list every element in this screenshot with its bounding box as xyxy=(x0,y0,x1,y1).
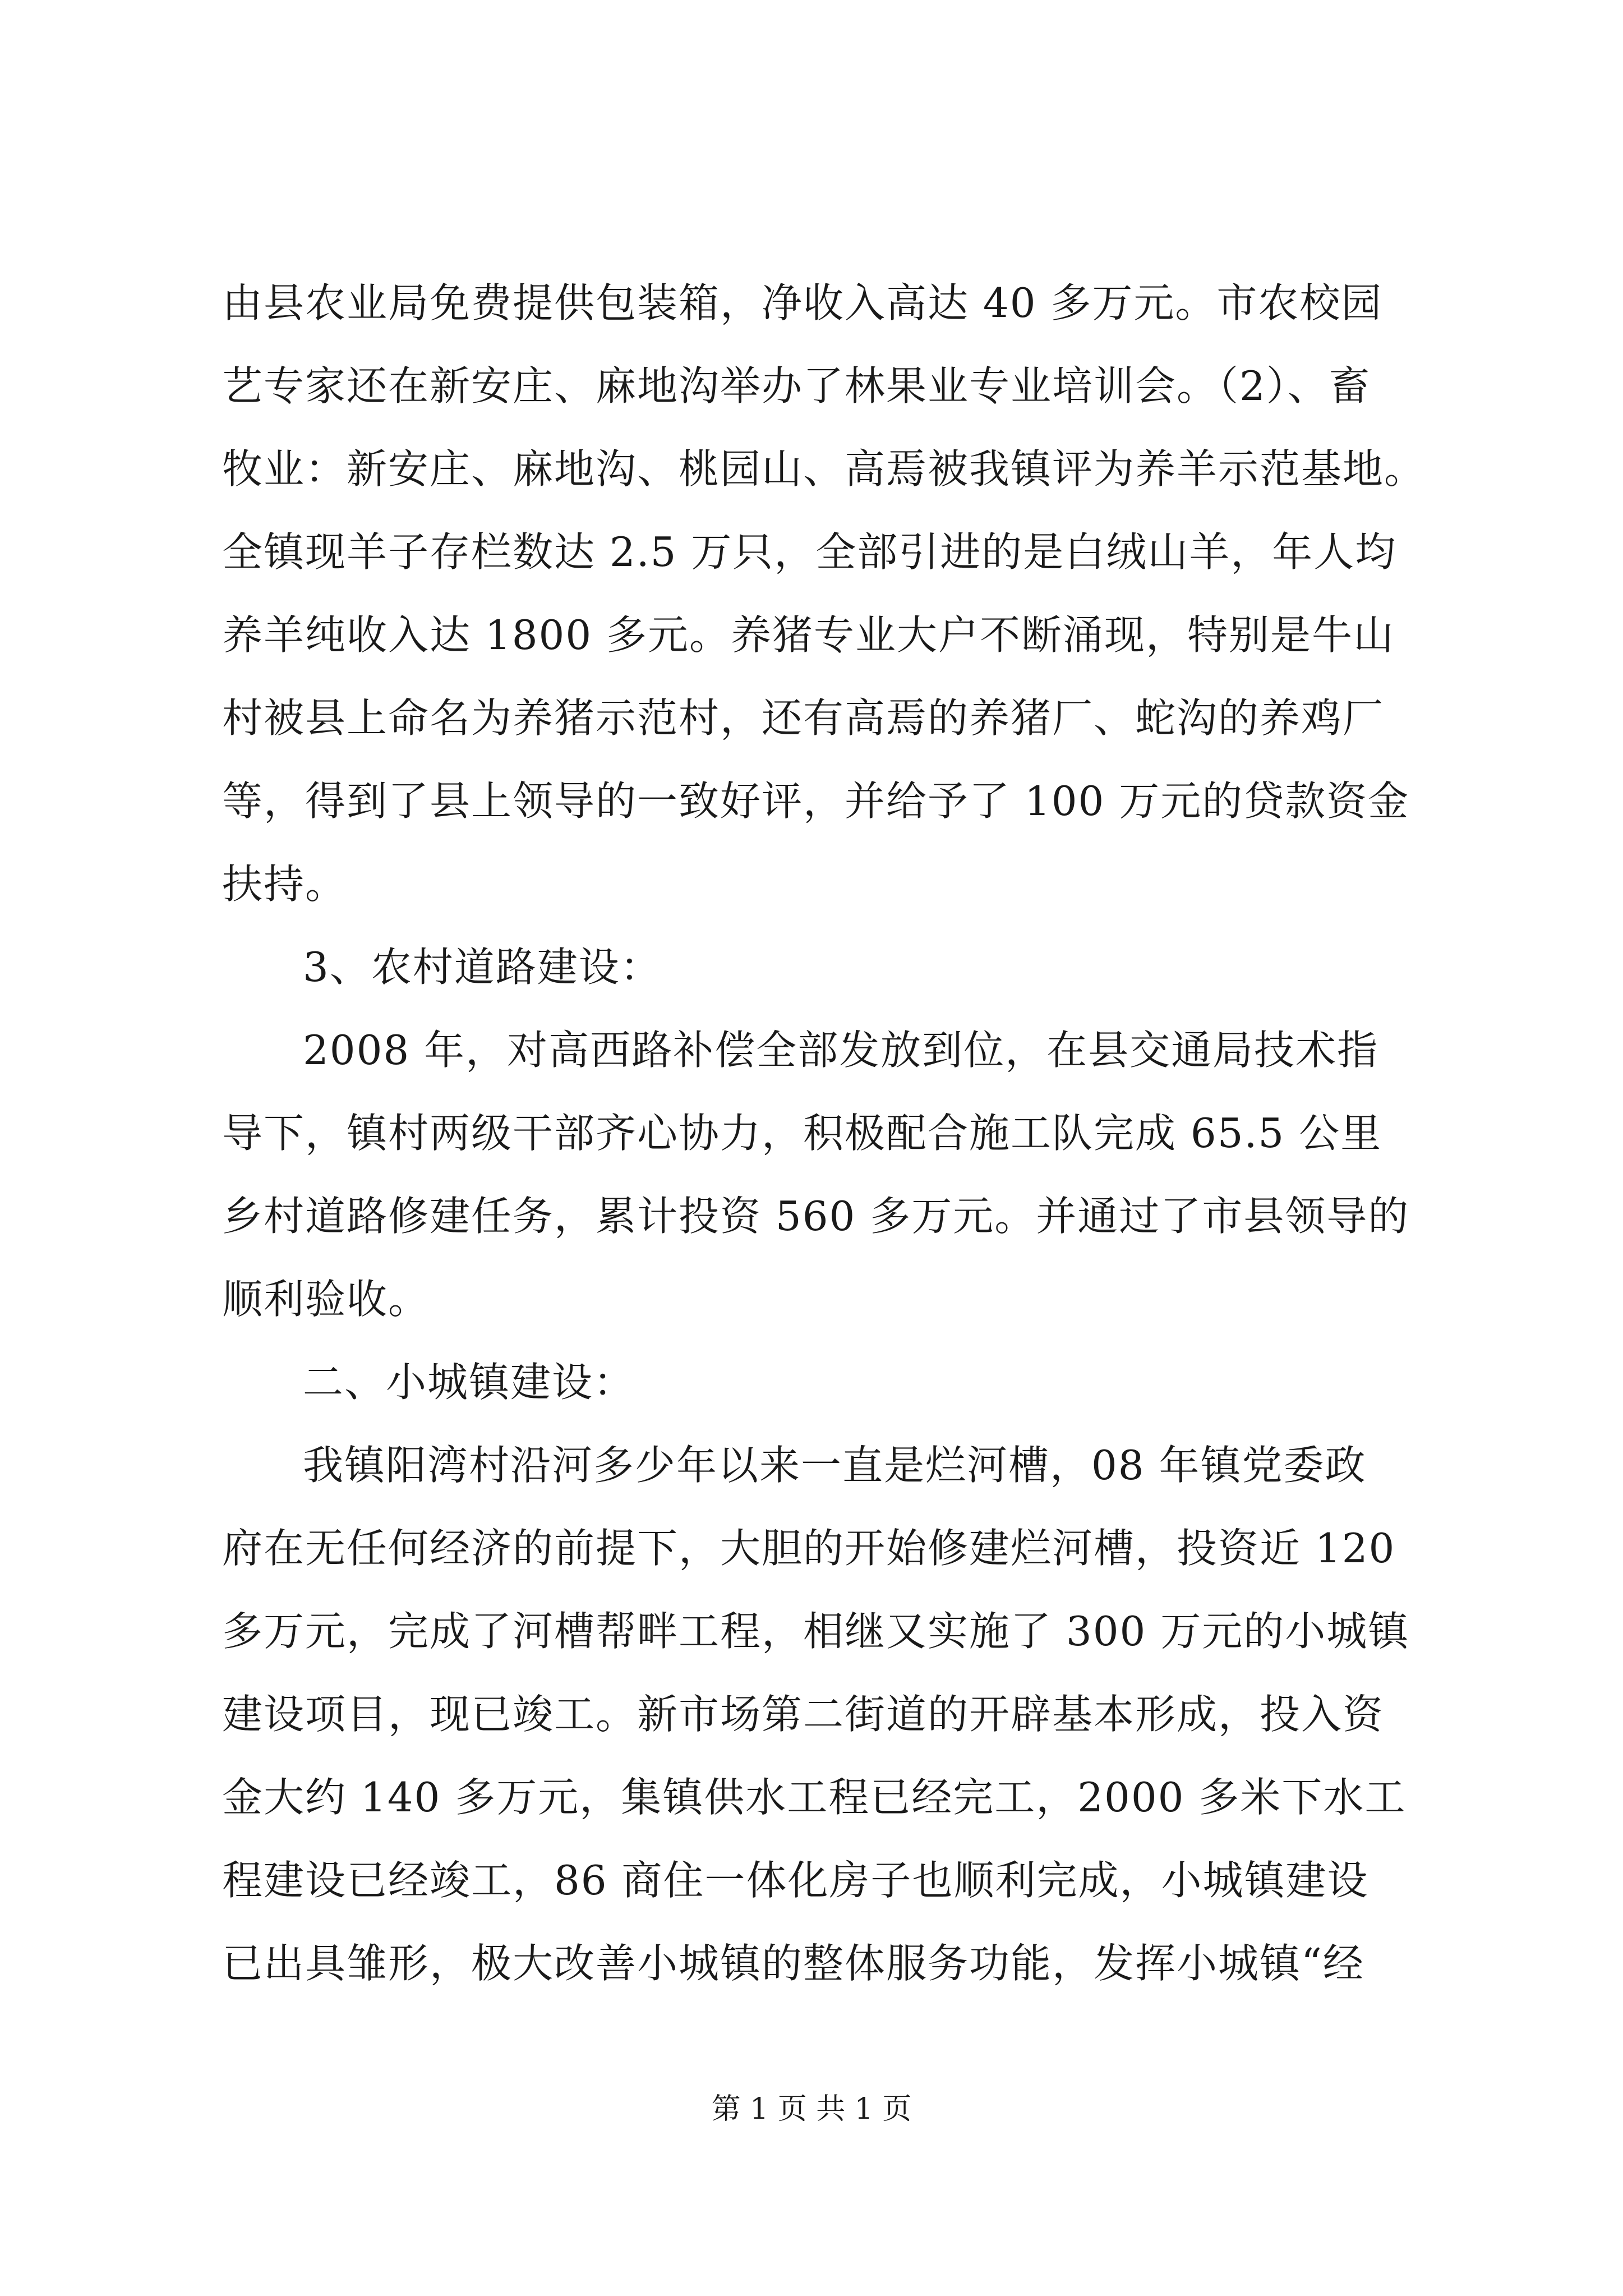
body-line: 程建设已经竣工，86 商住一体化房子也顺利完成，小城镇建设 xyxy=(222,1857,1369,1904)
body-line: 艺专家还在新安庄、麻地沟举办了林果业专业培训会。（2）、畜 xyxy=(222,362,1371,409)
body-line: 牧业：新安庄、麻地沟、桃园山、高焉被我镇评为养羊示范基地。 xyxy=(222,445,1426,493)
body-line: 扶持。 xyxy=(222,861,347,908)
page-footer: 第 1 页 共 1 页 xyxy=(711,2092,912,2126)
body-line: 导下，镇村两级干部齐心协力，积极配合施工队完成 65.5 公里 xyxy=(222,1110,1382,1157)
body-line: 村被县上命名为养猪示范村，还有高焉的养猪厂、蛇沟的养鸡厂 xyxy=(222,694,1385,742)
section-heading: 二、小城镇建设： xyxy=(303,1359,635,1406)
body-line: 建设项目，现已竣工。新市场第二街道的开辟基本形成，投入资 xyxy=(222,1691,1385,1738)
body-line: 等，得到了县上领导的一致好评，并给予了 100 万元的贷款资金 xyxy=(222,777,1410,825)
body-line: 乡村道路修建任务，累计投资 560 多万元。并通过了市县领导的 xyxy=(222,1193,1410,1240)
paragraph-first-line: 2008 年，对高西路补偿全部发放到位，在县交通局技术指 xyxy=(303,1027,1379,1074)
body-line: 由县农业局免费提供包装箱，净收入高达 40 多万元。市农校园 xyxy=(222,279,1383,326)
body-line: 府在无任何经济的前提下，大胆的开始修建烂河槽，投资近 120 xyxy=(222,1525,1396,1572)
paragraph-first-line: 我镇阳湾村沿河多少年以来一直是烂河槽，08 年镇党委政 xyxy=(303,1442,1367,1489)
section-heading: 3、农村道路建设： xyxy=(303,944,662,991)
body-line: 顺利验收。 xyxy=(222,1276,430,1323)
body-line: 已出具雏形，极大改善小城镇的整体服务功能，发挥小城镇“经 xyxy=(222,1940,1364,1987)
body-line: 金大约 140 多万元，集镇供水工程已经完工，2000 多米下水工 xyxy=(222,1774,1407,1821)
body-line: 养羊纯收入达 1800 多元。养猪专业大户不断涌现，特别是牛山 xyxy=(222,611,1395,659)
body-line: 全镇现羊子存栏数达 2.5 万只，全部引进的是白绒山羊，年人均 xyxy=(222,528,1397,576)
body-line: 多万元，完成了河槽帮畔工程，相继又实施了 300 万元的小城镇 xyxy=(222,1608,1410,1655)
